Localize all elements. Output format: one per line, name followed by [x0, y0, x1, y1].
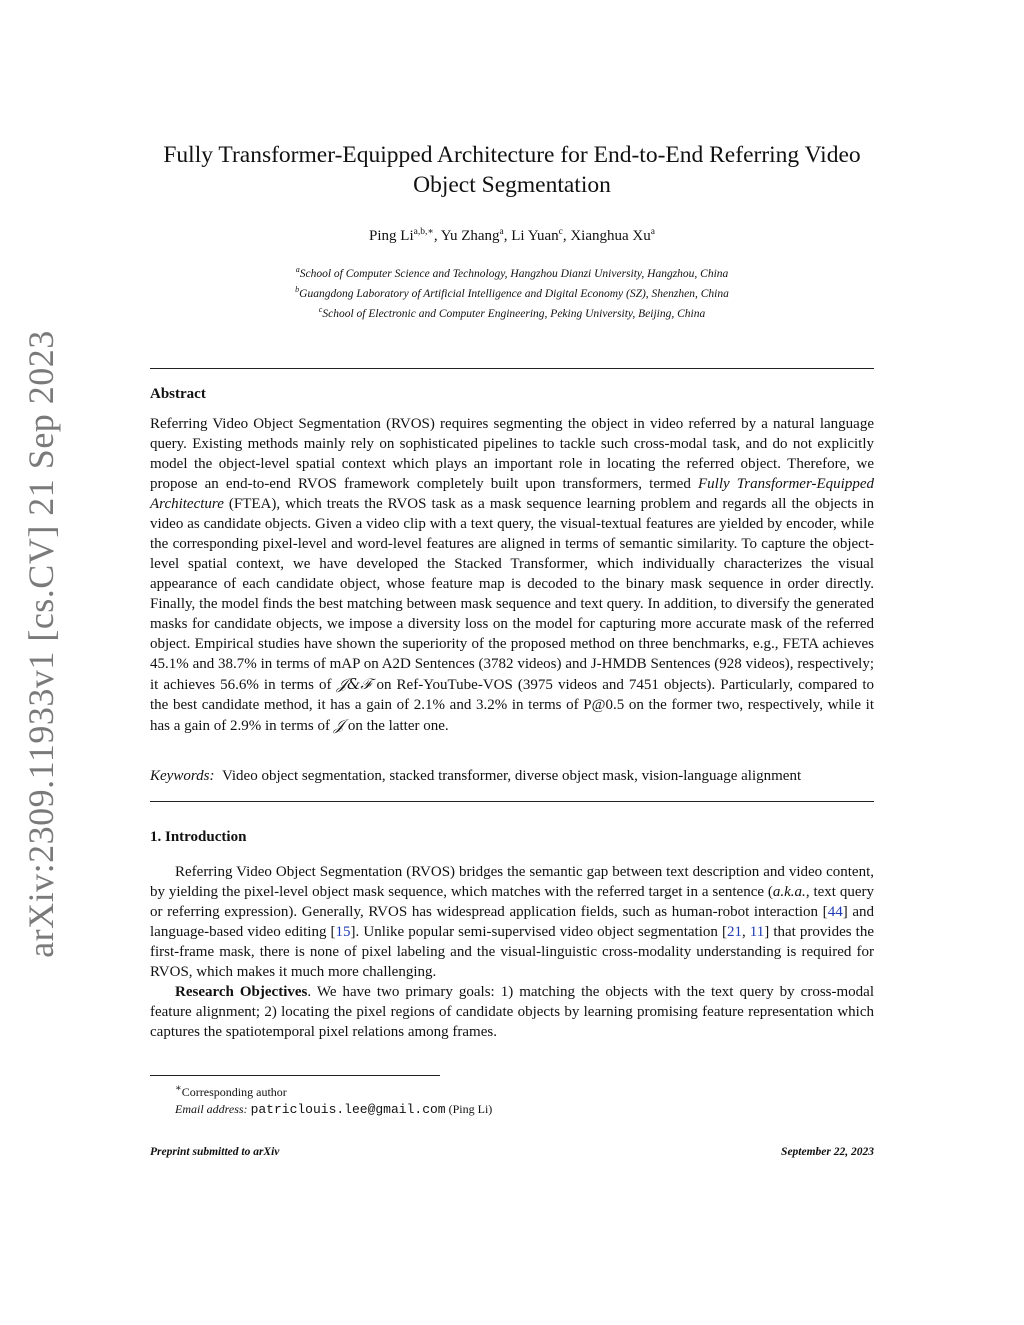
intro-paragraph: Research Objectives. We have two primary goals: 1) matching the objects with the text query by cross-modal feature alignment; 2) locating the pixel regions of candidate objects by learning promising feature representation which captures the spatiotemporal pixel relations among frames.: [150, 984, 874, 1040]
section-heading-introduction: 1. Introduction: [150, 829, 247, 845]
footnote: ∗Corresponding author Email address: patriclouis.lee@gmail.com (Ping Li): [175, 1083, 493, 1117]
email-address[interactable]: patriclouis.lee@gmail.com: [250, 1102, 446, 1117]
author-name: Li Yuan: [511, 228, 559, 244]
citation-link[interactable]: 11: [749, 924, 765, 940]
affiliation-line: $^b$Guangdong Laboratory of Artificial Intelligence and Digital Economy (SZ), Shenzhen, China: [295, 284, 729, 300]
citation-link[interactable]: 44: [827, 904, 843, 920]
affiliation-line: $^c$School of Electronic and Computer Engineering, Peking University, Beijing, China: [318, 304, 706, 320]
author-list: Ping $Li^{a,b,∗}$, Yu Zhang$^a$, Li Yuan$^c$, Xianghua Xu$^a$: [369, 227, 655, 244]
author-name: Yu Zhang: [440, 228, 500, 244]
introduction-body: [150, 862, 874, 1042]
method-name: Fully Transformer-Equipped Architecture: [150, 476, 874, 512]
citation-link[interactable]: 21: [726, 924, 742, 940]
author-superscript: a: [499, 227, 504, 237]
footnote-mark: ∗: [175, 1083, 182, 1094]
top-divider: [150, 368, 874, 369]
author-superscript: a: [650, 227, 655, 237]
keywords-label: Keywords:: [150, 768, 215, 784]
affiliation-line: $^a$School of Computer Science and Technology, Hangzhou Dianzi University, Hangzhou, China: [295, 265, 729, 280]
corresponding-author-note: Corresponding author: [181, 1085, 287, 1099]
j-metric-symbol: 𝒥: [333, 716, 345, 734]
page-footer: [150, 1146, 874, 1158]
intro-paragraph: Referring Video Object Segmentation (RVOS) bridges the semantic gap between text description and video content, by yielding the pixel-level object mask sequence, which matches with the referred target in a sentence (a.k.a., text query or referring expression). Generally, RVOS has widespread application fields, such as human-robot interaction [44] and language-based video editing [15]. Unlike popular semi-supervised video object segmentation [21, 11] that provides the first-frame mask, there is none of pixel labeling and the visual-linguistic cross-modality understanding is required for RVOS, which makes it much more challenging.: [150, 864, 874, 980]
keywords-text: Video object segmentation, stacked transformer, diverse object mask, vision-language alignment: [221, 768, 802, 784]
author-superscript: c: [558, 227, 563, 237]
author-name: Ping Li: [369, 228, 414, 244]
arxiv-id-text: arXiv:2309.11933v1 [cs.CV] 21 Sep 2023: [21, 330, 61, 958]
paper-title: Fully Transformer-Equipped Architecture for End-to-End Referring Video Object Segmentation: [163, 142, 861, 198]
arxiv-sidebar-identifier: [0, 0, 80, 1325]
footer-date: September 22, 2023: [781, 1146, 874, 1158]
keywords-line: [150, 766, 874, 786]
abstract-body: Referring Video Object Segmentation (RVOS) requires segmenting the object in video referred by a natural language query. Existing methods mainly rely on sophisticated pipelines to tackle such cross-modal task, and do not explicitly model the object-level spatial context which plays an important role in locating the referred object. Therefore, we propose an end-to-end RVOS framework completely built upon transformers, termed Fully Transformer-Equipped Architecture (FTEA), which treats the RVOS task as a mask sequence learning problem and regards all the objects in video as candidate objects. Given a video clip with a text query, the visual-textual features are yielded by encoder, while the corresponding pixel-level and word-level features are aligned in terms of semantic similarity. To capture the object-level spatial context, we have developed the Stacked Transformer, which individually characterizes the visual appearance of each candidate object, whose feature map is decoded to the binary mask sequence in order directly. Finally, the model finds the best matching between mask sequence and text query. In addition, to diversify the generated masks for candidate objects, we impose a diversity loss on the model for capturing more accurate mask of the referred object. Empirical studies have shown the superiority of the proposed method on three benchmarks, e.g., FETA achieves 45.1% and 38.7% in terms of mAP on A2D Sentences (3782 videos) and J-HMDB Sentences (928 videos), respectively; it achieves 56.6% in terms of 𝒥&ℱ on Ref-YouTube-VOS (3975 videos and 7451 objects). Particularly, compared to the best candidate method, it has a gain of 2.1% and 3.2% in terms of P@0.5 on the former two, respectively, while it has a gain of 2.9% in terms of 𝒥 on the latter one.: [150, 416, 874, 734]
author-superscript: a,b,∗: [413, 227, 434, 237]
research-objectives-label: Research Objectives: [175, 984, 308, 1000]
affiliation-list: [150, 262, 874, 321]
author-name: Xianghua Xu: [570, 228, 651, 244]
email-label: Email address:: [175, 1102, 248, 1116]
footer-preprint-note: Preprint submitted to arXiv: [150, 1146, 280, 1158]
abstract-heading: Abstract: [150, 386, 206, 402]
bottom-divider: [150, 801, 874, 802]
footnote-divider: [150, 1075, 440, 1076]
jf-metric-symbol: 𝒥&ℱ: [336, 675, 372, 693]
citation-link[interactable]: 15: [335, 924, 351, 940]
